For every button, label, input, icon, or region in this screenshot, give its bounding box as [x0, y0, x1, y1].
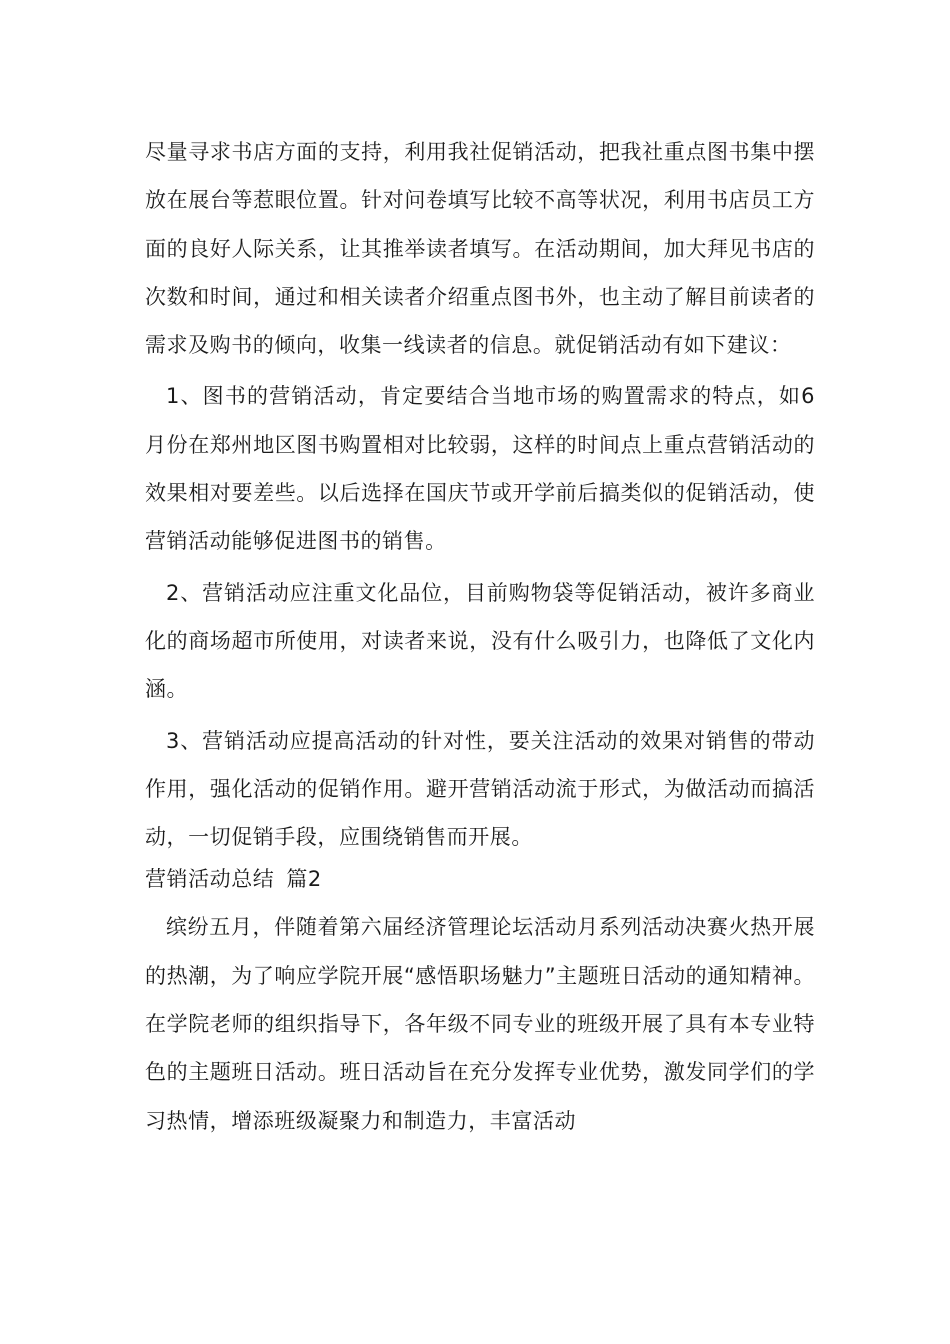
paragraph-section-2-intro: 缤纷五月，伴随着第六届经济管理论坛活动月系列活动决赛火热开展的热潮，为了响应学院开展“感悟职场魅力”主题班日活动的通知精神。在学院老师的组织指导下，各年级不同专业的班级开展了具有本专业特色的主题班日活动。班日活动旨在充分发挥专业优势，激发同学们的学习热情，增添班级凝聚力和制造力，丰富活动 — [145, 915, 815, 1133]
section-heading — [145, 861, 815, 897]
paragraph-suggestion-1: 1、图书的营销活动，肯定要结合当地市场的购置需求的特点，如6月份在郑州地区图书购置相对比较弱，这样的时间点上重点营销活动的效果相对要差些。以后选择在国庆节或开学前后搞类似的促销活动，使营销活动能够促进图书的销售。 — [145, 384, 815, 554]
paragraph-suggestion-3: 3、营销活动应提高活动的针对性，要关注活动的效果对销售的带动作用，强化活动的促销作用。避开营销活动流于形式，为做活动而搞活动，一切促销手段，应围绕销售而开展。 — [145, 728, 815, 850]
paragraph-continuation: 尽量寻求书店方面的支持，利用我社促销活动，把我社重点图书集中摆放在展台等惹眼位置。针对问卷填写比较不高等状况，利用书店员工方面的良好人际关系，让其推举读者填写。在活动期间，加大拜见书店的次数和时间，通过和相关读者介绍重点图书外，也主动了解目前读者的需求及购书的倾向，收集一线读者的信息。就促销活动有如下建议： — [145, 140, 815, 358]
section-heading-number: 篇2 — [286, 867, 322, 892]
document-body — [145, 128, 815, 1145]
section-heading-title: 营销活动总结 — [145, 867, 275, 892]
paragraph-suggestion-2: 2、营销活动应注重文化品位，目前购物袋等促销活动，被许多商业化的商场超市所使用，对读者来说，没有什么吸引力，也降低了文化内涵。 — [145, 580, 815, 702]
